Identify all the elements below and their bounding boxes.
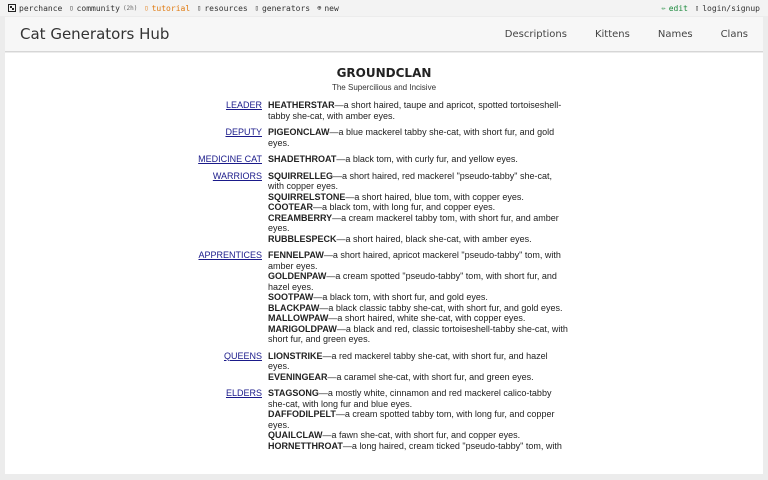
list-icon: ▯ <box>197 3 202 12</box>
cat-entry <box>268 409 568 430</box>
cat-name: QUAILCLAW <box>268 430 323 440</box>
rank-group <box>5 250 763 345</box>
cat-description: —a black tom, with short fur, and gold eyes. <box>313 292 488 302</box>
rank-label[interactable]: MEDICINE CAT <box>198 154 262 164</box>
cat-entry <box>268 324 568 345</box>
book-icon: ▯ <box>144 3 149 12</box>
cat-description: —a blue mackerel tabby she-cat, with short fur, and gold eyes. <box>268 127 555 148</box>
top-bar-left <box>8 4 339 13</box>
edit-label: edit <box>668 3 688 13</box>
rank-members <box>268 351 568 383</box>
cat-name: DAFFODILPELT <box>268 409 336 419</box>
community-count: (2h) <box>122 4 138 12</box>
cat-entry <box>268 154 568 165</box>
cat-entry <box>268 351 568 372</box>
rank-group <box>5 351 763 383</box>
login-label: login/signup <box>702 3 760 13</box>
tutorial-label: tutorial <box>151 3 191 13</box>
cat-entry <box>268 430 568 441</box>
nav-clans[interactable]: Clans <box>720 28 748 40</box>
cat-name: SOOTPAW <box>268 292 314 302</box>
rank-label[interactable]: APPRENTICES <box>198 250 262 260</box>
cat-name: MARIGOLDPAW <box>268 323 337 334</box>
cat-entry <box>268 192 568 203</box>
cat-name: LIONSTRIKE <box>268 350 323 361</box>
rank-group <box>5 100 763 121</box>
generator-output <box>5 53 763 474</box>
cat-description: —a short haired, black she-cat, with amber eyes. <box>336 233 532 244</box>
cat-entry <box>268 303 568 314</box>
cat-name: SHADETHROAT <box>268 154 337 164</box>
tutorial-link[interactable] <box>144 4 190 13</box>
community-label: community <box>76 3 120 13</box>
cat-description: —a black and red, classic tortoiseshell-tabby she-cat, with short fur, and green eyes. <box>268 323 568 344</box>
rank-label[interactable]: DEPUTY <box>225 127 262 137</box>
cat-entry <box>268 372 568 383</box>
cat-entry <box>268 313 568 324</box>
cat-description: —a caramel she-cat, with short fur, and green eyes. <box>327 371 534 382</box>
cat-name: MALLOWPAW <box>268 313 329 323</box>
cat-entry <box>268 234 568 245</box>
cat-name: SQUIRRELSTONE <box>268 191 346 202</box>
main-nav <box>505 29 748 40</box>
rank-label[interactable]: QUEENS <box>223 350 262 361</box>
pencil-icon: ✏ <box>661 3 666 12</box>
die-icon <box>8 4 16 12</box>
edit-link[interactable] <box>662 4 688 13</box>
cat-description: —a long haired, cream ticked "pseudo-tabby" tom, with <box>342 440 562 451</box>
site-title[interactable]: Cat Generators Hub <box>20 25 170 43</box>
resources-label: resources <box>204 3 248 13</box>
cat-entry <box>268 271 568 292</box>
perchance-link[interactable] <box>8 4 62 13</box>
cat-description: —a short haired, red mackerel "pseudo-tabby" she-cat, with copper eyes. <box>268 170 553 191</box>
cat-description: —a short haired, apricot mackerel "pseudo-tabby" tom, with amber eyes. <box>268 250 561 271</box>
cat-description: —a red mackerel tabby she-cat, with short fur, and hazel eyes. <box>268 350 548 371</box>
rank-group <box>5 154 763 165</box>
generators-link[interactable] <box>255 4 310 13</box>
cat-description: —a cream mackerel tabby tom, with short fur, and amber eyes. <box>268 212 559 233</box>
cat-name: EVENINGEAR <box>268 371 328 382</box>
community-link[interactable] <box>69 4 137 13</box>
cat-entry <box>268 388 568 409</box>
cat-name: PIGEONCLAW <box>268 127 330 137</box>
site-header <box>5 17 763 52</box>
cat-name: COOTEAR <box>268 202 313 212</box>
cat-description: —a black tom, with curly fur, and yellow eyes. <box>336 154 518 164</box>
cat-name: CREAMBERRY <box>268 212 333 223</box>
clan-subtitle: The Supercilious and Incisive <box>331 83 437 92</box>
rank-members <box>268 250 568 345</box>
top-bar <box>0 0 768 16</box>
cat-name: SQUIRRELLEG <box>268 170 334 181</box>
resources-link[interactable] <box>197 4 248 13</box>
cat-entry <box>268 441 568 452</box>
cat-name: RUBBLESPECK <box>268 233 337 244</box>
nav-descriptions[interactable]: Descriptions <box>504 28 567 40</box>
rank-group <box>5 127 763 148</box>
cat-description: —a mostly white, cinnamon and red mackerel calico-tabby she-cat, with long fur and blue eyes. <box>268 388 552 409</box>
rank-members <box>268 154 568 165</box>
rank-label[interactable]: LEADER <box>225 100 262 110</box>
cat-description: —a short haired, blue tom, with copper eyes. <box>345 191 524 202</box>
cat-description: —a black tom, with long fur, and copper eyes. <box>313 202 496 212</box>
rank-label[interactable]: ELDERS <box>225 388 262 398</box>
person-icon: ▯ <box>69 3 74 12</box>
cat-name: GOLDENPAW <box>268 271 327 281</box>
cat-name: STAGSONG <box>268 388 319 398</box>
rank-members <box>268 388 568 451</box>
gear-icon: ▯ <box>254 3 259 12</box>
top-bar-right <box>662 4 761 13</box>
cat-entry <box>268 127 568 148</box>
rank-members <box>268 100 568 121</box>
new-link[interactable] <box>317 4 339 13</box>
cat-entry <box>268 100 568 121</box>
plus-circle-icon: ⊕ <box>317 3 322 12</box>
cat-description: —a short haired, white she-cat, with copper eyes. <box>328 313 526 323</box>
cat-entry <box>268 250 568 271</box>
clan-name: GROUNDCLAN <box>336 66 432 80</box>
cat-name: BLACKPAW <box>268 302 320 313</box>
cat-description: —a cream spotted "pseudo-tabby" tom, with short fur, and hazel eyes. <box>268 271 557 292</box>
new-label: new <box>324 3 339 13</box>
cat-description: —a black classic tabby she-cat, with short fur, and gold eyes. <box>319 302 563 313</box>
cat-entry <box>268 213 568 234</box>
cat-entry <box>268 171 568 192</box>
rank-group <box>5 388 763 451</box>
perchance-label: perchance <box>19 3 63 13</box>
cat-entry <box>268 292 568 303</box>
cat-description: —a short haired, taupe and apricot, spotted tortoiseshell-tabby she-cat, with amber eyes. <box>268 100 562 121</box>
cat-name: HORNETTHROAT <box>268 440 343 451</box>
cat-description: —a cream spotted tabby tom, with long fur, and copper eyes. <box>268 409 555 430</box>
clan-roster <box>5 100 763 457</box>
rank-group <box>5 171 763 245</box>
rank-members <box>268 171 568 245</box>
rank-members <box>268 127 568 148</box>
nav-names[interactable]: Names <box>657 28 693 40</box>
cat-description: —a fawn she-cat, with short fur, and copper eyes. <box>322 430 521 440</box>
generators-label: generators <box>261 3 311 13</box>
cat-name: FENNELPAW <box>268 250 324 260</box>
user-icon: ▯ <box>694 3 700 12</box>
cat-name: HEATHERSTAR <box>268 100 335 110</box>
login-link[interactable] <box>695 4 760 13</box>
rank-label[interactable]: WARRIORS <box>212 170 262 181</box>
cat-entry <box>268 202 568 213</box>
nav-kittens[interactable]: Kittens <box>594 28 630 40</box>
